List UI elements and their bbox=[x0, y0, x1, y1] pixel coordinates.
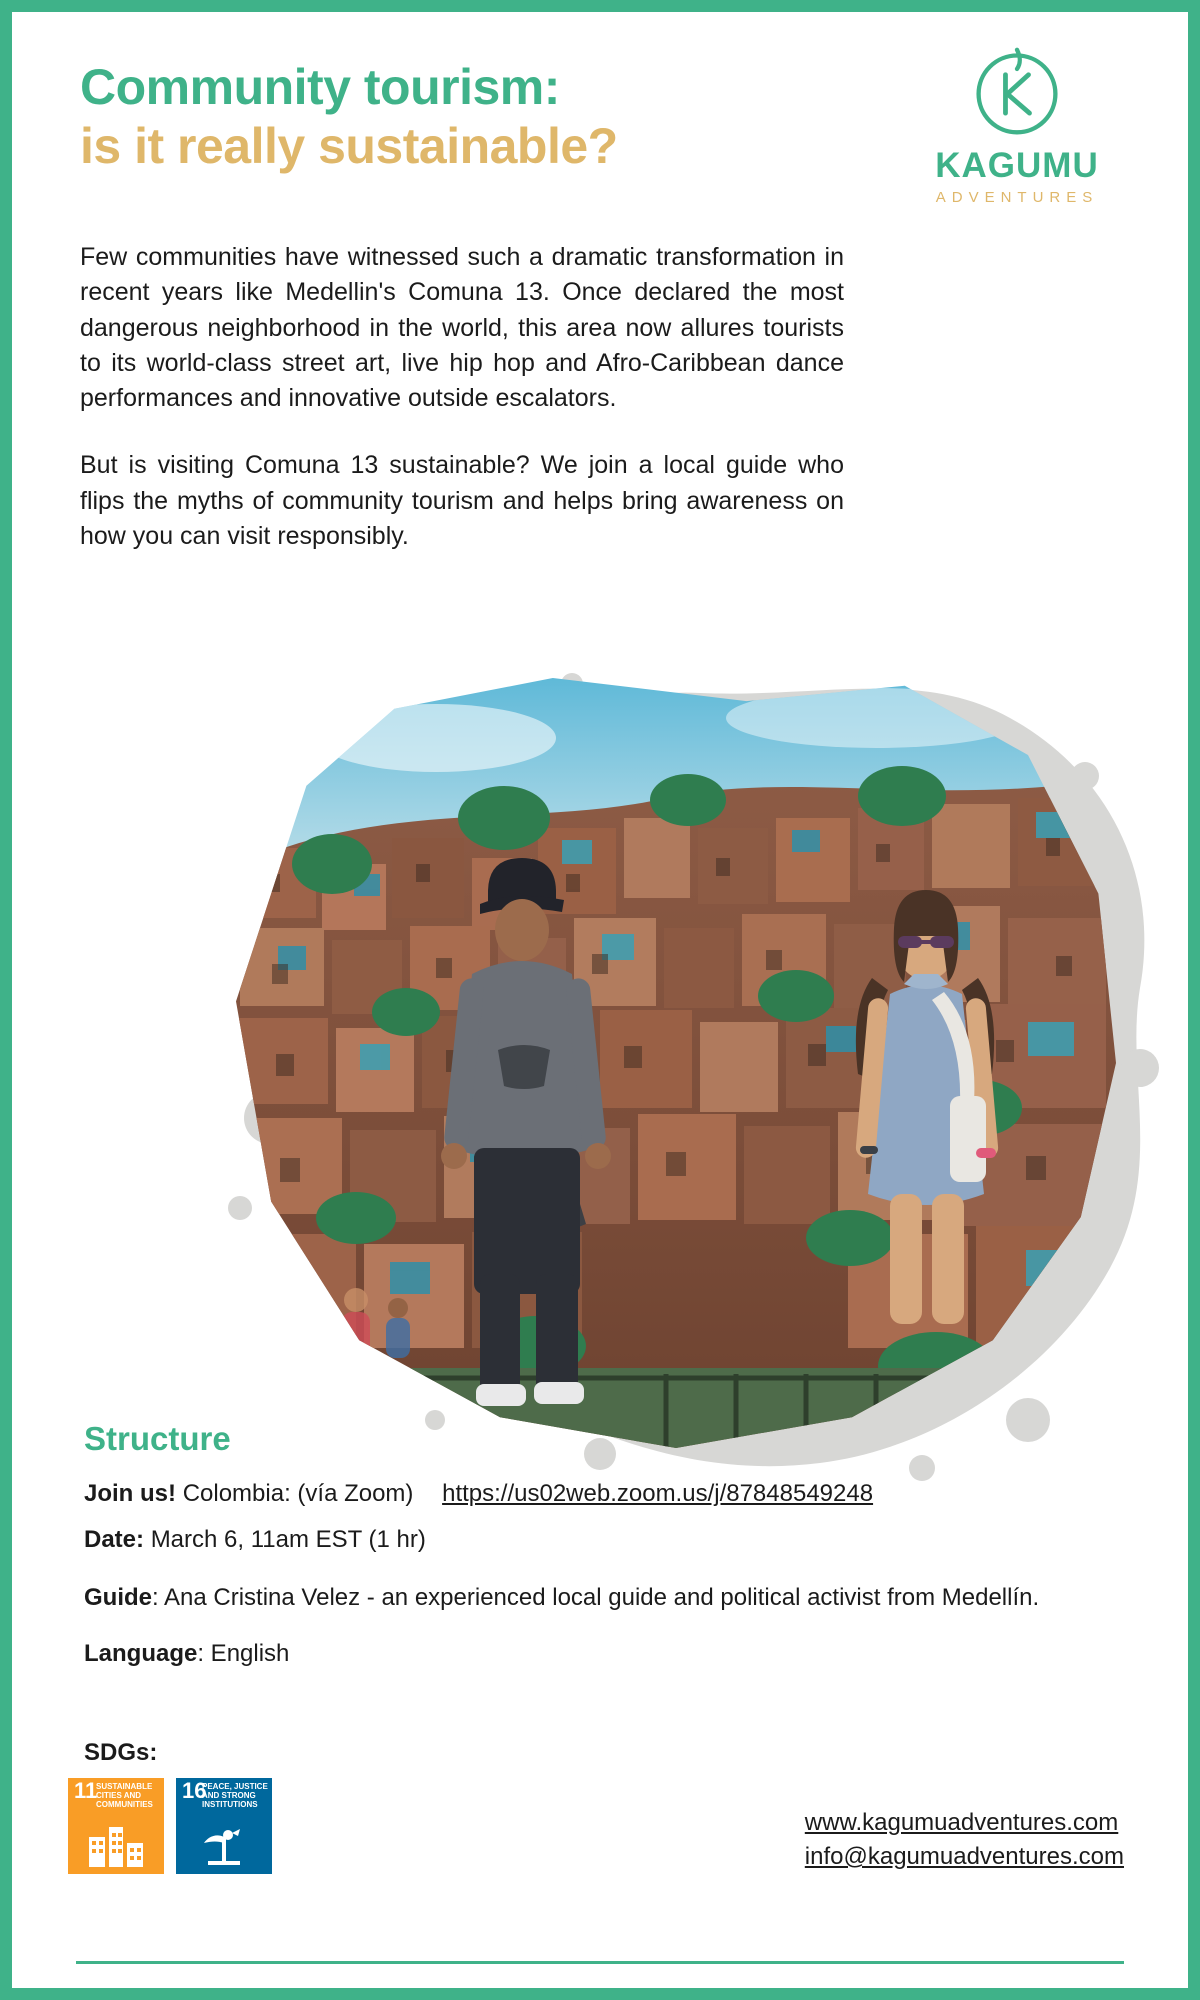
sdg-label: SDGs: bbox=[84, 1739, 158, 1766]
photo-image bbox=[236, 678, 1116, 1448]
guide-label: Guide bbox=[84, 1583, 153, 1611]
intro-paragraph-2: But is visiting Comuna 13 sustainable? We join a local guide who flips the myths of community tourism and helps bring awareness on how you can visit responsibly. bbox=[80, 451, 844, 550]
comuna-13-photo bbox=[236, 678, 1116, 1448]
guide-row bbox=[84, 1582, 1064, 1614]
sustainable-cities-icon bbox=[85, 1823, 147, 1869]
intro-paragraph-1: Few communities have witnessed such a dramatic transformation in recent years like Medellin's Comuna 13. Once declared the most dangerous neighborhood in the world, this area now allures tourists to its world-class street art, live hip hop and Afro-Caribbean dance performances and innovative outside escalators. bbox=[80, 243, 844, 412]
logo-wordmark: KAGUMU bbox=[935, 146, 1099, 185]
language-label: Language bbox=[84, 1639, 198, 1667]
brand-logo bbox=[912, 44, 1122, 206]
border-bottom bbox=[0, 1988, 1200, 2000]
sdg-title: SUSTAINABLE CITIES AND COMMUNITIES bbox=[96, 1782, 153, 1809]
structure-heading: Structure bbox=[84, 1420, 231, 1457]
border-top bbox=[0, 0, 1200, 12]
sdg-number: 16 bbox=[182, 1778, 207, 1803]
border-left bbox=[0, 0, 12, 2000]
event-details bbox=[84, 1478, 1134, 1696]
date-row bbox=[84, 1524, 1134, 1556]
sdg-number: 11 bbox=[74, 1778, 98, 1803]
email-link[interactable]: info@kagumuadventures.com bbox=[804, 1843, 1124, 1871]
sdg-badges bbox=[68, 1778, 272, 1874]
title-line-secondary: is it really sustainable? bbox=[80, 118, 618, 174]
kagumu-circle-k-icon bbox=[969, 44, 1065, 140]
border-right bbox=[1188, 0, 1200, 2000]
intro-text bbox=[80, 240, 844, 554]
hero-photo bbox=[180, 648, 1180, 1486]
date-value: March 6, 11am EST (1 hr) bbox=[150, 1525, 426, 1553]
language-value: : English bbox=[197, 1639, 290, 1667]
logo-tagline: ADVENTURES bbox=[935, 189, 1099, 206]
join-value: Colombia: (vía Zoom) bbox=[182, 1480, 414, 1507]
page-title bbox=[80, 58, 900, 176]
guide-value: : Ana Cristina Velez - an experienced local guide and political activist from Medellín. bbox=[152, 1583, 1040, 1611]
zoom-link[interactable]: https://us02web.zoom.us/j/87848549248 bbox=[442, 1480, 874, 1507]
sdg-badge-11 bbox=[68, 1778, 164, 1874]
language-row bbox=[84, 1638, 1134, 1670]
join-row bbox=[84, 1478, 1134, 1510]
footer-divider bbox=[76, 1961, 1124, 1964]
date-label: Date: bbox=[84, 1525, 145, 1553]
contact-block bbox=[805, 1806, 1124, 1874]
sdg-title: PEACE, JUSTICE AND STRONG INSTITUTIONS bbox=[202, 1782, 268, 1809]
peace-justice-icon bbox=[194, 1825, 254, 1869]
website-link[interactable]: www.kagumuadventures.com bbox=[804, 1809, 1119, 1836]
sdg-badge-16 bbox=[176, 1778, 272, 1874]
title-line-primary: Community tourism: bbox=[80, 59, 560, 115]
join-label: Join us! bbox=[84, 1480, 177, 1507]
